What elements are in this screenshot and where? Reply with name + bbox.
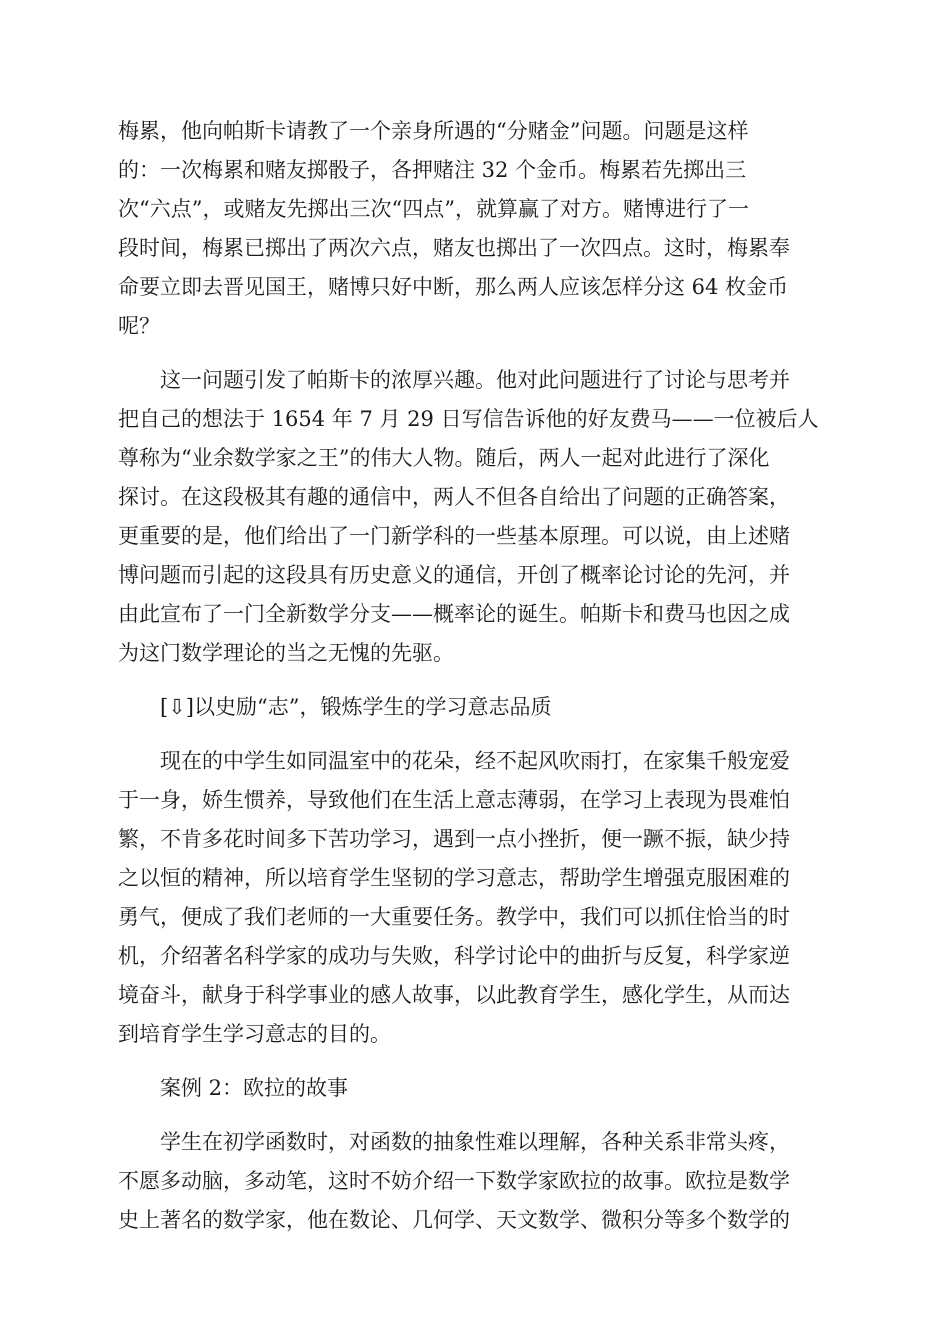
- text-line: 呢？: [118, 314, 160, 338]
- case-heading: [118, 1069, 838, 1108]
- text-line: 现在的中学生如同温室中的花朵，经不起风吹雨打，在家集千般宠爱: [160, 749, 790, 773]
- text-line: 梅累，他向帕斯卡请教了一个亲身所遇的“分赌金”问题。问题是这样: [118, 119, 749, 143]
- section-heading: [118, 688, 838, 727]
- text-line: 繁，不肯多花时间多下苦功学习，遇到一点小挫折，便一蹶不振，缺少持: [118, 827, 790, 851]
- text-line: 段时间，梅累已掷出了两次六点，赌友也掷出了一次四点。这时，梅累奉: [118, 236, 790, 260]
- text-line: 把自己的想法于 1654 年 7 月 29 日写信告诉他的好友费马——一位被后人: [118, 407, 819, 431]
- text-line: 博问题而引起的这段具有历史意义的通信，开创了概率论讨论的先河，并: [118, 563, 790, 587]
- document-page: [118, 112, 838, 1240]
- text-line: 为这门数学理论的当之无愧的先驱。: [118, 641, 454, 665]
- paragraph-dice-problem: [118, 112, 838, 346]
- text-line: 到培育学生学习意志的目的。: [118, 1022, 391, 1046]
- text-line: 的：一次梅累和赌友掷骰子，各押赌注 32 个金币。梅累若先掷出三: [118, 158, 747, 182]
- text-line: 之以恒的精神，所以培育学生坚韧的学习意志，帮助学生增强克服困难的: [118, 866, 790, 890]
- text-line: 命要立即去晋见国王，赌博只好中断，那么两人应该怎样分这 64 枚金币: [118, 275, 789, 299]
- heading-text: 案例 2：欧拉的故事: [160, 1076, 349, 1100]
- text-line: 次“六点”，或赌友先掷出三次“四点”，就算赢了对方。赌博进行了一: [118, 197, 749, 221]
- text-line: 探讨。在这段极其有趣的通信中，两人不但各自给出了问题的正确答案，: [118, 485, 790, 509]
- heading-text: [⇩]以史励“志”，锻炼学生的学习意志品质: [160, 695, 552, 719]
- paragraph-euler: [118, 1123, 838, 1240]
- text-line: 史上著名的数学家，他在数论、几何学、天文数学、微积分等多个数学的: [118, 1208, 790, 1232]
- text-line: 境奋斗，献身于科学事业的感人故事，以此教育学生，感化学生，从而达: [118, 983, 790, 1007]
- text-line: 这一问题引发了帕斯卡的浓厚兴趣。他对此问题进行了讨论与思考并: [160, 368, 790, 392]
- paragraph-willpower: [118, 742, 838, 1054]
- text-line: 尊称为“业余数学家之王”的伟大人物。随后，两人一起对此进行了深化: [118, 446, 770, 470]
- text-line: 学生在初学函数时，对函数的抽象性难以理解，各种关系非常头疼，: [160, 1130, 790, 1154]
- text-line: 机，介绍著名科学家的成功与失败，科学讨论中的曲折与反复，科学家逆: [118, 944, 790, 968]
- text-line: 由此宣布了一门全新数学分支——概率论的诞生。帕斯卡和费马也因之成: [118, 602, 790, 626]
- text-line: 于一身，娇生惯养，导致他们在生活上意志薄弱，在学习上表现为畏难怕: [118, 788, 790, 812]
- text-line: 勇气，便成了我们老师的一大重要任务。教学中，我们可以抓住恰当的时: [118, 905, 790, 929]
- text-line: 更重要的是，他们给出了一门新学科的一些基本原理。可以说，由上述赌: [118, 524, 790, 548]
- paragraph-pascal-fermat: [118, 361, 838, 673]
- text-line: 不愿多动脑，多动笔，这时不妨介绍一下数学家欧拉的故事。欧拉是数学: [118, 1169, 790, 1193]
